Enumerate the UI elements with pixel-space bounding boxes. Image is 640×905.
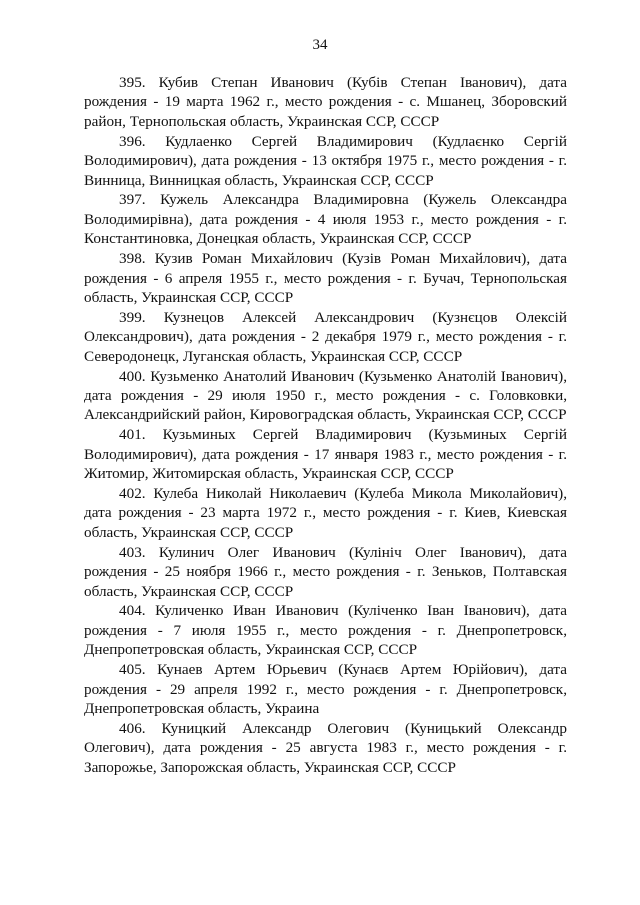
list-item: [84, 190, 567, 248]
entry-text: Кудлаенко Сергей Владимирович (Кудлаєнко Сергій Володимирович), дата рождения - 13 октября 1975 г., место рождения - г. Винница, Винницкая область, Украинская ССР, СССР: [84, 132, 568, 189]
list-item: [84, 484, 567, 542]
list-item: [84, 660, 567, 718]
entry-text: Кузьминых Сергей Владимирович (Кузьминых Сергій Володимирович), дата рождения - 17 января 1983 г., место рождения - г. Житомир, Житомирская область, Украинская ССР, СССР: [84, 426, 567, 483]
entry-number: 405.: [119, 661, 146, 679]
list-item: [84, 719, 567, 777]
entry-number: 395.: [119, 74, 146, 91]
entry-number: 397.: [119, 191, 146, 209]
entry-text: Кужель Александра Владимировна (Кужель Олександра Володимирівна), дата рождения - 4 июля 1953 г., место рождения - г. Константиновка, Донецкая область, Украинская ССР, СССР: [84, 191, 567, 248]
entry-number: 403.: [119, 543, 146, 561]
entry-number: 400.: [119, 367, 146, 385]
list-item: [84, 249, 567, 307]
entry-text: Кузнецов Алексей Александрович (Кузнєцов Олексій Олександрович), дата рождения - 2 декабря 1979 г., место рождения - г. Северодонецк, Луганская область, Украинская ССР, СССР: [84, 308, 567, 365]
entry-text: Куницкий Александр Олегович (Куницький Олександр Олегович), дата рождения - 25 августа 1983 г., место рождения - г. Запорожье, Запорожская область, Украинская ССР, СССР: [84, 719, 567, 776]
entries-list: [84, 73, 567, 778]
entry-number: 399.: [119, 308, 146, 326]
entry-text: Кулеба Николай Николаевич (Кулеба Микола Миколайович), дата рождения - 23 марта 1972 г., место рождения - г. Киев, Киевская область, Украинская ССР, СССР: [84, 485, 568, 541]
entry-number: 406.: [119, 719, 146, 737]
list-item: [84, 543, 567, 601]
entry-number: 398.: [119, 250, 146, 268]
entry-number: 404.: [119, 602, 146, 620]
list-item: [84, 308, 567, 366]
entry-number: 401.: [119, 426, 146, 444]
page-number: 34: [312, 37, 328, 53]
entry-text: Кубив Степан Иванович (Кубів Степан Іванович), дата рождения - 19 марта 1962 г., место рождения - с. Мшанец, Зборовский район, Тернопольская область, Украинская ССР, СССР: [84, 74, 567, 130]
entry-text: Куличенко Иван Иванович (Куліченко Іван Іванович), дата рождения - 7 июля 1955 г., место рождения - г. Днепропетровск, Днепропетровская область, Украинская ССР, СССР: [84, 602, 568, 659]
list-item: [84, 367, 567, 425]
list-item: [84, 132, 567, 190]
entry-text: Кунаев Артем Юрьевич (Кунаєв Артем Юрійович), дата рождения - 29 апреля 1992 г., место рождения - г. Днепропетровск, Днепропетровская область, Украина: [84, 661, 567, 717]
list-item: [84, 73, 567, 131]
list-item: [84, 425, 567, 483]
entry-text: Кузив Роман Михайлович (Кузів Роман Михайлович), дата рождения - 6 апреля 1955 г., место рождения - г. Бучач, Тернопольская область, Украинская ССР, СССР: [84, 250, 567, 306]
entry-text: Кузьменко Анатолий Иванович (Кузьменко Анатолій Іванович), дата рождения - 29 июля 1950 г., место рождения - с. Головковки, Александрийский район, Кировоградская область, Украинская ССР, СССР: [84, 367, 568, 424]
entry-number: 402.: [119, 485, 146, 503]
entry-text: Кулинич Олег Иванович (Кулініч Олег Іванович), дата рождения - 25 ноября 1966 г., место рождения - г. Зеньков, Полтавская область, Украинская ССР, СССР: [84, 543, 567, 600]
entry-number: 396.: [119, 132, 146, 150]
list-item: [84, 601, 567, 659]
